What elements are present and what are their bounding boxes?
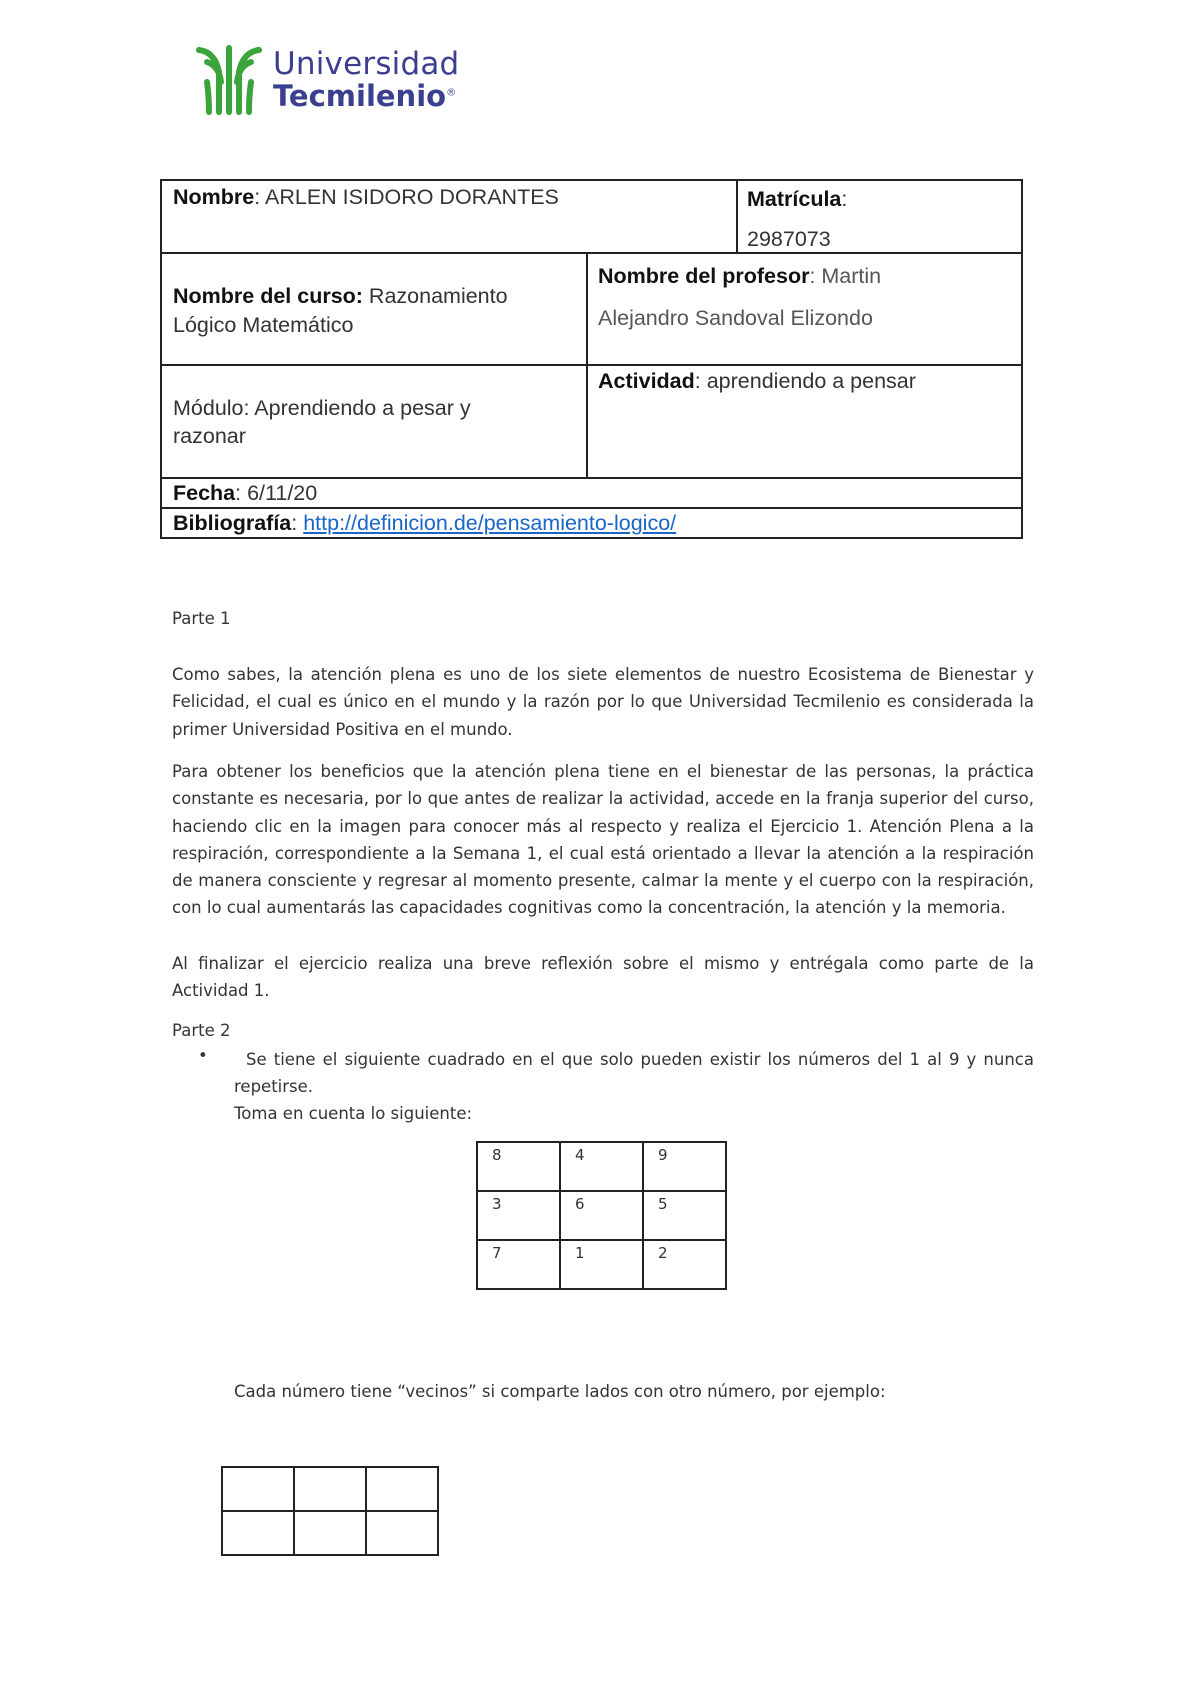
actividad-value: : aprendiendo a pensar <box>694 369 916 393</box>
curso-label: Nombre del curso: <box>173 284 363 308</box>
curso-value-line2: Lógico Matemático <box>173 313 354 337</box>
profesor-label: Nombre del profesor <box>598 264 810 288</box>
parte2-instruction: Toma en cuenta lo siguiente: <box>234 1104 473 1123</box>
grid-cell: 7 <box>477 1240 560 1289</box>
fecha-value: : 6/11/20 <box>235 481 318 505</box>
parte2-heading: Parte 2 <box>172 1021 231 1040</box>
grid-cell <box>294 1511 366 1555</box>
matricula-cell: Matrícula: 2987073 <box>747 187 848 251</box>
modulo-line2: razonar <box>173 424 246 448</box>
grid-cell: 2 <box>643 1240 726 1289</box>
table-row <box>477 1240 726 1289</box>
modulo-cell <box>173 394 471 450</box>
curso-value: Razonamiento <box>362 284 508 308</box>
bibliografia-link[interactable]: http://definicion.de/pensamiento-logico/ <box>303 511 677 535</box>
nombre-value: : ARLEN ISIDORO DORANTES <box>254 185 559 209</box>
curso-cell <box>173 282 508 340</box>
grid-cell <box>366 1511 438 1555</box>
parte1-heading: Parte 1 <box>172 609 231 628</box>
fecha-cell <box>173 479 317 507</box>
bullet-icon: • <box>198 1046 208 1065</box>
grid-cell: 8 <box>477 1142 560 1191</box>
grid-cell <box>222 1511 294 1555</box>
table-row <box>477 1142 726 1191</box>
parte1-paragraph2: Para obtener los beneficios que la atención plena tiene en el bienestar de las personas, la práctica constante es necesaria, por lo que antes de realizar la actividad, accede en la franja superior del curso, haciendo clic en la imagen para conocer más al respecto y realiza el Ejercicio 1. Atención Plena a la respiración, correspondiente a la Semana 1, el cual está orientado a llevar la atención a la respiración de manera consciente y regresar al momento presente, calmar la mente y el cuerpo con la respiración, con lo cual aumentarás las capacidades cognitivas como la concentración, la atención y la memoria. <box>172 762 1034 918</box>
modulo-line1: Módulo: Aprendiendo a pesar y <box>173 396 471 420</box>
fecha-label: Fecha <box>173 481 236 505</box>
vecinos-text: Cada número tiene “vecinos” si comparte lados con otro número, por ejemplo: <box>234 1382 886 1401</box>
actividad-label: Actividad <box>598 369 695 393</box>
grid-cell: 9 <box>643 1142 726 1191</box>
university-logo <box>193 40 459 120</box>
profesor-cell <box>598 255 881 339</box>
grid-cell <box>294 1467 366 1511</box>
grid-cell <box>366 1467 438 1511</box>
parte1-paragraph3: Al finalizar el ejercicio realiza una breve reflexión sobre el mismo y entrégala como parte de la Actividad 1. <box>172 954 1034 1001</box>
student-info-table <box>160 179 1023 539</box>
nombre-label: Nombre <box>173 185 255 209</box>
grid-cell: 4 <box>560 1142 643 1191</box>
grid-cell <box>222 1467 294 1511</box>
profesor-value-line2: Alejandro Sandoval Elizondo <box>598 306 873 330</box>
logo-text-tecmilenio: Tecmilenio® <box>273 79 457 113</box>
bibliografia-label: Bibliografía <box>173 511 292 535</box>
number-square-grid <box>476 1141 727 1290</box>
table-row <box>222 1511 438 1555</box>
table-row <box>222 1467 438 1511</box>
table-row <box>477 1191 726 1240</box>
tecmilenio-logo-icon <box>193 42 265 118</box>
bibliografia-cell: Bibliografía: http://definicion.de/pensamiento-logico/ <box>173 511 677 535</box>
profesor-value: : Martin <box>809 264 882 288</box>
example-empty-grid <box>221 1466 439 1556</box>
grid-cell: 1 <box>560 1240 643 1289</box>
grid-cell: 6 <box>560 1191 643 1240</box>
actividad-cell <box>598 367 916 396</box>
grid-cell: 3 <box>477 1191 560 1240</box>
matricula-label: Matrícula <box>747 187 842 211</box>
nombre-cell <box>173 185 559 210</box>
parte2-bullet-text: Se tiene el siguiente cuadrado en el que solo pueden existir los números del 1 al 9 y nunca repetirse. <box>234 1050 1034 1097</box>
logo-text-universidad: Universidad <box>273 46 460 82</box>
parte1-paragraph1: Como sabes, la atención plena es uno de los siete elementos de nuestro Ecosistema de Bienestar y Felicidad, el cual es único en el mundo y la razón por lo que Universidad Tecmilenio es considerada la primer Universidad Positiva en el mundo. <box>172 665 1034 739</box>
grid-cell: 5 <box>643 1191 726 1240</box>
matricula-value: 2987073 <box>747 227 831 251</box>
